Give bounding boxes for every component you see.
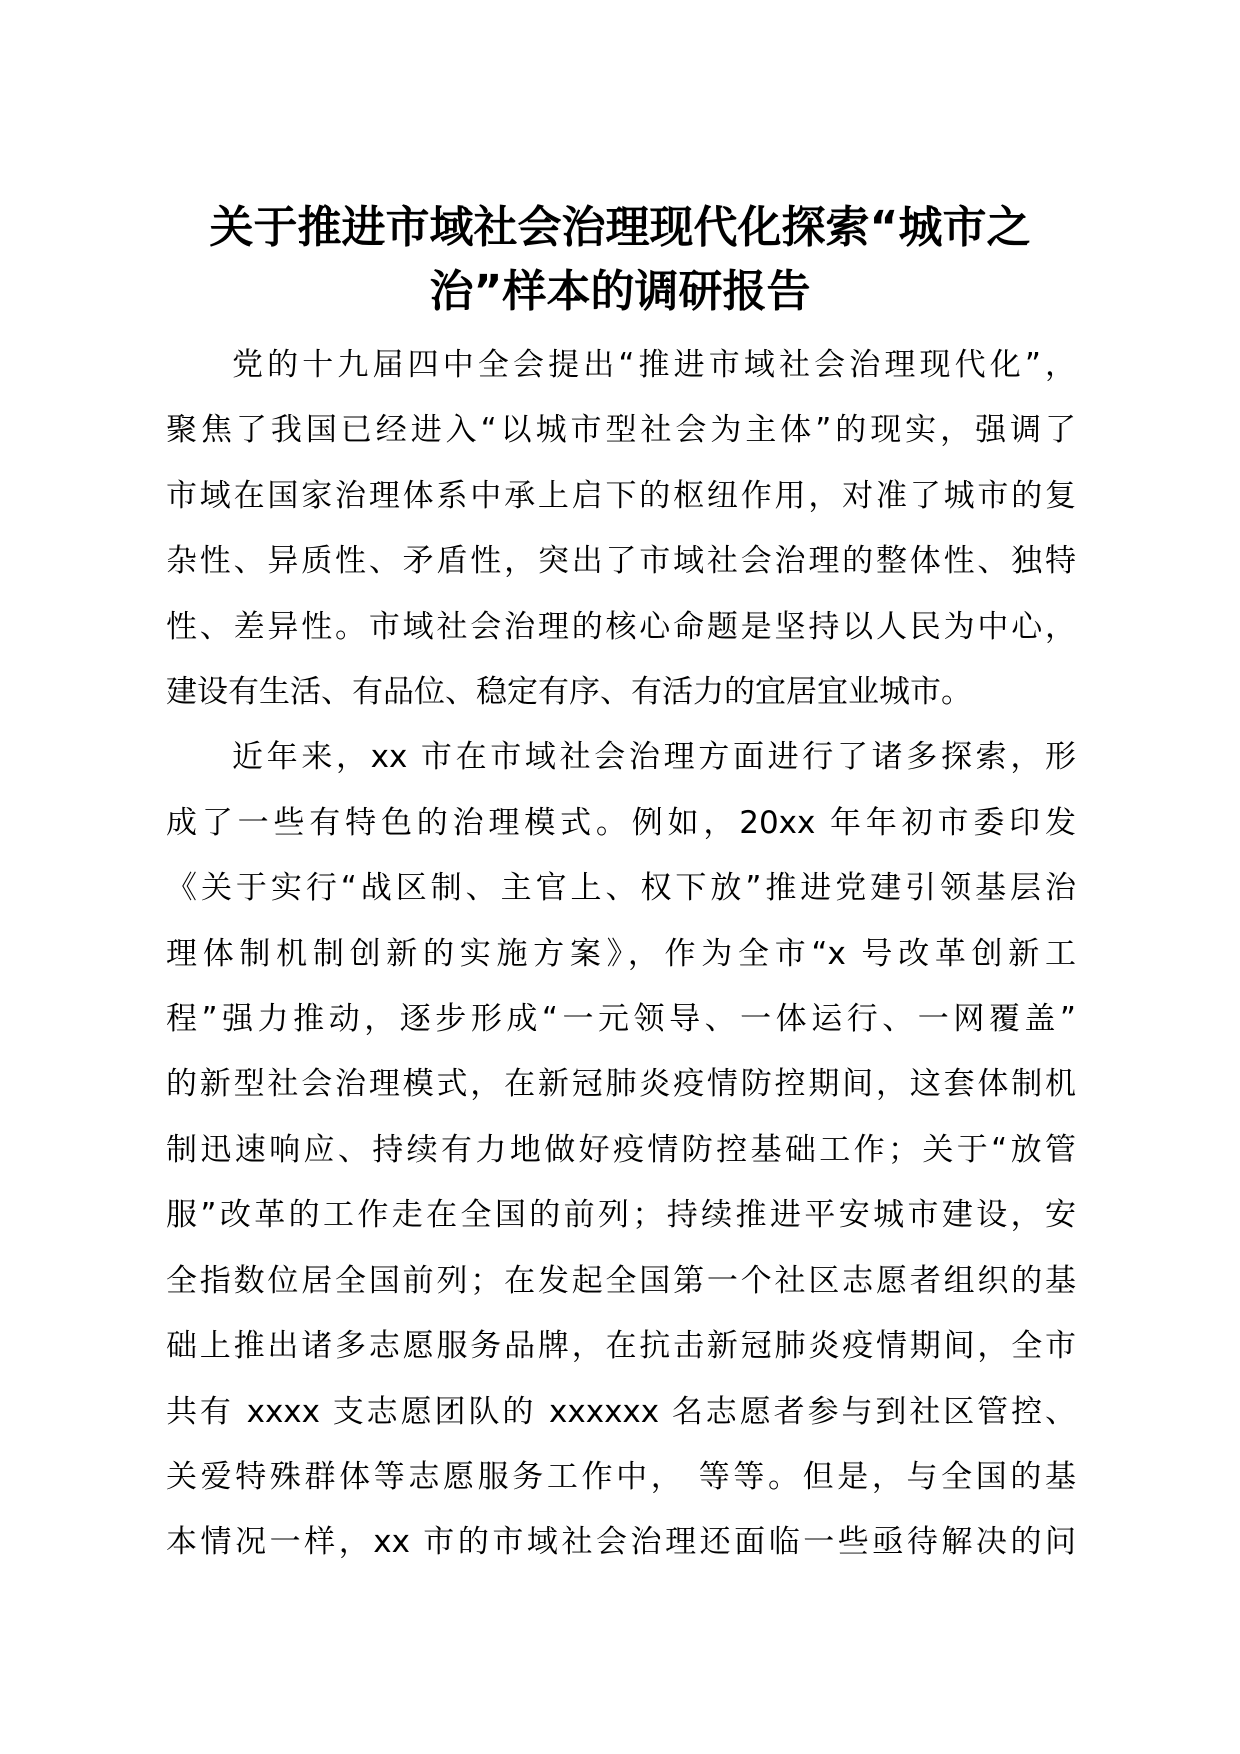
paragraph-line: 的新型社会治理模式，在新冠肺炎疫情防控期间，这套体制机 — [166, 1066, 1076, 1103]
title-line-2: 治”样本的调研报告 — [429, 266, 811, 317]
paragraph-line: 程”强力推动，逐步形成“一元领导、一体运行、一网覆盖” — [166, 1001, 1076, 1038]
paragraph-line: 本情况一样，xx 市的市域社会治理还面临一些亟待解决的问 — [166, 1524, 1076, 1561]
paragraph-line: 性、差异性。市域社会治理的核心命题是坚持以人民为中心， — [166, 608, 1076, 645]
document-title — [150, 196, 1090, 324]
paragraph-line: 制迅速响应、持续有力地做好疫情防控基础工作；关于“放管 — [166, 1131, 1076, 1168]
paragraph-line: 市域在国家治理体系中承上启下的枢纽作用，对准了城市的复 — [166, 477, 1076, 514]
paragraph-line: 服”改革的工作走在全国的前列；持续推进平安城市建设，安 — [166, 1197, 1076, 1234]
paragraph-line: 党的十九届四中全会提出“推进市域社会治理现代化”， — [232, 347, 1076, 383]
paragraph-line: 聚焦了我国已经进入“以城市型社会为主体”的现实，强调了 — [166, 412, 1076, 449]
paragraph-line: 《关于实行“战区制、主官上、权下放”推进党建引领基层治 — [166, 870, 1076, 907]
paragraph-line: 近年来，xx 市在市域社会治理方面进行了诸多探索，形 — [232, 739, 1076, 776]
paragraph-line: 杂性、异质性、矛盾性，突出了市域社会治理的整体性、独特 — [166, 543, 1076, 580]
paragraph-line: 全指数位居全国前列；在发起全国第一个社区志愿者组织的基 — [166, 1262, 1076, 1299]
paragraph-line: 共有 xxxx 支志愿团队的 xxxxxx 名志愿者参与到社区管控、 — [166, 1393, 1076, 1430]
paragraph-1 — [166, 333, 1076, 725]
paragraph-line: 础上推出诸多志愿服务品牌，在抗击新冠肺炎疫情期间，全市 — [166, 1328, 1076, 1365]
title-line-1: 关于推进市域社会治理现代化探索“城市之 — [209, 202, 1031, 253]
document-body — [166, 333, 1076, 1576]
paragraph-2 — [166, 725, 1076, 1575]
paragraph-line: 理体制机制创新的实施方案》，作为全市“x 号改革创新工 — [166, 935, 1076, 972]
paragraph-line: 成了一些有特色的治理模式。例如，20xx 年年初市委印发 — [166, 804, 1076, 841]
paragraph-line: 关爱特殊群体等志愿服务工作中， 等等。但是，与全国的基 — [166, 1458, 1076, 1495]
paragraph-line: 建设有生活、有品位、稳定有序、有活力的宜居宜业城市。 — [166, 674, 972, 711]
